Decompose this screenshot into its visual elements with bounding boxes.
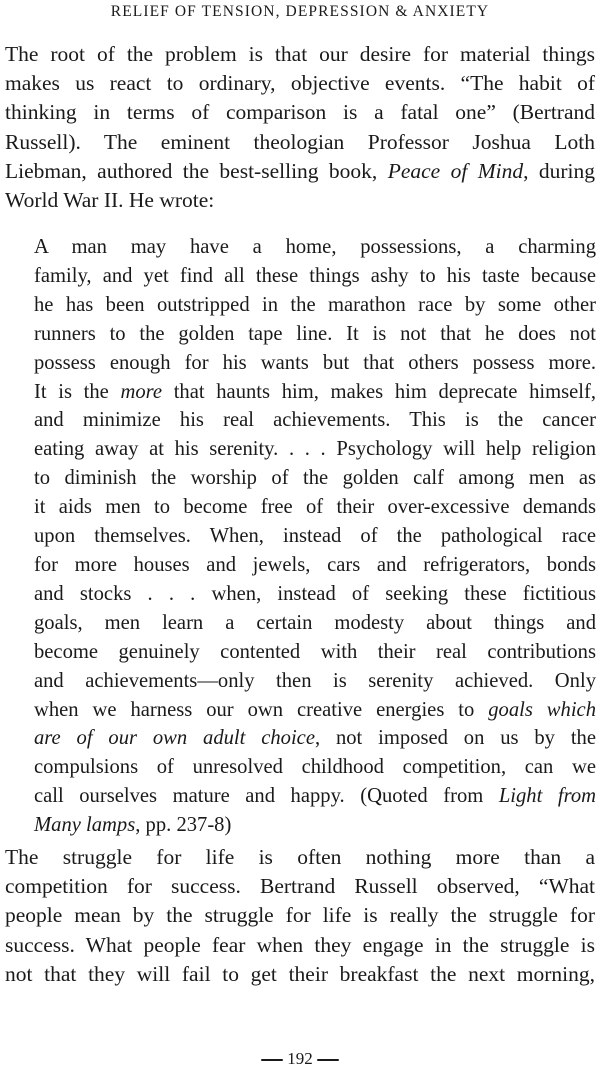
text-run: call ourselves mature and happy. (Quoted from xyxy=(34,785,499,808)
emphasis-adult-choice: are of our own adult choice xyxy=(34,727,315,750)
book-title-light-from: Light from xyxy=(498,785,596,808)
text-run: Liebman, authored the best-selling book, xyxy=(5,158,388,183)
block-quote-liebman xyxy=(34,233,596,840)
quote-line xyxy=(34,782,596,811)
quote-line: upon themselves. When, instead of the pathological race xyxy=(34,525,596,548)
quote-line xyxy=(34,724,596,753)
quote-line: family, and yet find all these things ashy to his taste because xyxy=(34,264,596,287)
quote-line: and minimize his real achievements. This is the cancer xyxy=(34,409,596,432)
quote-line: possess enough for his wants but that others possess more. xyxy=(34,351,596,374)
text-line: success. What people fear when they engage in the struggle is xyxy=(5,932,595,957)
text-run: , pp. 237-8) xyxy=(135,814,232,837)
book-title-many-lamps: Many lamps xyxy=(34,814,136,837)
page-number: 192 xyxy=(287,1049,313,1068)
quote-line: it aids men to become free of their over-excessive demands xyxy=(34,496,596,519)
text-line: The root of the problem is that our desire for material things xyxy=(5,42,595,66)
quote-line xyxy=(34,378,596,407)
quote-line: eating away at his serenity. . . . Psychology will help religion xyxy=(34,438,596,461)
emphasis-more: more xyxy=(120,380,163,403)
text-line: competition for success. Bertrand Russell observed, “What xyxy=(5,874,595,899)
ornament-dash-icon xyxy=(261,1059,283,1061)
text-run: when we harness our own creative energies to xyxy=(34,698,489,721)
text-run: It is the xyxy=(34,380,121,403)
text-line xyxy=(5,157,595,186)
quote-line: and achievements—only then is serenity achieved. Only xyxy=(34,669,596,692)
emphasis-goals: goals which xyxy=(488,698,596,721)
text-line: people mean by the struggle for life is really the struggle for xyxy=(5,903,595,928)
quote-line: and stocks . . . when, instead of seeking these fictitious xyxy=(34,582,596,605)
quote-line: goals, men learn a certain modesty about things and xyxy=(34,611,596,634)
quote-line xyxy=(34,696,596,725)
book-title-peace-of-mind: Peace of Mind xyxy=(387,158,524,183)
paragraph-intro xyxy=(5,40,595,215)
quote-line: compulsions of unresolved childhood competition, can we xyxy=(34,756,596,779)
ornament-dash-icon xyxy=(317,1059,339,1061)
text-run: that haunts him, makes him deprecate himself, xyxy=(162,380,596,403)
paragraph-struggle xyxy=(5,843,595,989)
quote-line: for more houses and jewels, cars and refrigerators, bonds xyxy=(34,553,596,576)
quote-line: become genuinely contented with their real contributions xyxy=(34,640,596,663)
text-run: , during xyxy=(523,158,595,183)
quote-line: to diminish the worship of the golden calf among men as xyxy=(34,467,596,490)
text-run: , not imposed on us by the xyxy=(314,727,596,750)
quote-line: A man may have a home, possessions, a charming xyxy=(34,236,596,258)
running-header: RELIEF OF TENSION, DEPRESSION & ANXIETY xyxy=(110,3,490,20)
text-line: not that they will fail to get their breakfast the next morning, xyxy=(5,961,595,986)
text-line: The struggle for life is often nothing more than a xyxy=(5,845,595,869)
text-line: World War II. He wrote: xyxy=(5,188,215,213)
text-line: thinking in terms of comparison is a fatal one” (Bertrand xyxy=(5,100,595,125)
text-line: Russell). The eminent theologian Professor Joshua Loth xyxy=(5,129,595,154)
quote-line: runners to the golden tape line. It is not that he does not xyxy=(34,322,596,345)
quote-line: he has been outstripped in the marathon race by some other xyxy=(34,293,596,316)
page-footer xyxy=(0,1049,600,1069)
text-line: makes us react to ordinary, objective events. “The habit of xyxy=(5,71,595,96)
quote-line xyxy=(34,811,596,840)
